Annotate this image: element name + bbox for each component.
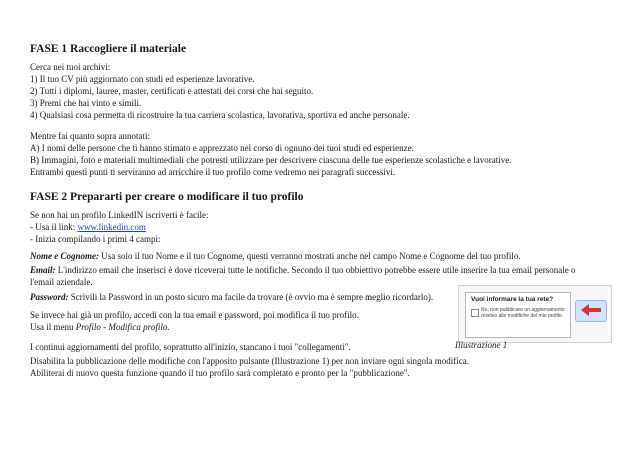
fase2-step2: - Inizia compilando i primi 4 campi:: [30, 234, 161, 244]
name-label: Nome e Cognome:: [30, 251, 99, 261]
password-label: Password:: [30, 292, 69, 302]
name-text: Usa solo il tuo Nome e il tuo Cognome, questi verranno mostrati anche nel campo Nome e Cognome del tuo profilo.: [99, 251, 521, 261]
fase1-after-note: Entrambi questi punti ti serviranno ad arricchire il tuo profilo come vedremo nei paragrafi successivi.: [30, 167, 396, 177]
fase2-menu-line: [30, 321, 170, 333]
fase1-item-2: 2) Tutti i diplomi, lauree, master, certificati e attestati dei corsi che hai seguito.: [30, 86, 314, 96]
section-title-fase1: FASE 1 Raccogliere il materiale: [30, 43, 187, 55]
fase2-disable-line: Disabilita la pubblicazione delle modifiche con l'apposito pulsante (Illustrazione 1) per non inviare ogni singola modifica.: [30, 356, 469, 366]
publish-dialog-text: No, non pubblicare un aggiornamento relativo alle modifiche del mio profilo.: [481, 307, 565, 319]
fase2-email-line: [30, 264, 575, 276]
fase1-item-4: 4) Qualsiasi cosa permetta di ricostruire la tua carriera scolastica, lavorativa, sportiva ed anche personale.: [30, 110, 410, 120]
menu-path: Profilo - Modifica profilo.: [75, 322, 170, 332]
fase1-after-intro: Mentre fai quanto sopra annotati:: [30, 131, 150, 141]
section-title-fase2: FASE 2 Prepararti per creare o modificare il tuo profilo: [30, 191, 304, 203]
fase2-profile-line: Se invece hai già un profilo, accedi con la tua email e password, poi modifica il tuo profilo.: [30, 310, 359, 320]
fase2-email-line-2: l'email aziendale.: [30, 277, 93, 287]
fase1-after-item-a: A) I nomi delle persone che ti hanno stimato e apprezzato nel corso di ognuno dei tuoi studi ed esperienze.: [30, 143, 414, 153]
fase2-link-line: [30, 221, 146, 233]
publish-dialog: [465, 292, 571, 338]
fase2-enable-line: Abiliterai di nuovo questa funzione quando il tuo profilo sarà completato e pronto per la "pubblicazione".: [30, 368, 410, 378]
email-text: L'indirizzo email che inserisci è dove riceverai tutte le notifiche. Secondo il tuo obbiettivo potrebbe essere utile inserire la tua email personale o: [55, 265, 576, 275]
fase1-item-1: 1) Il tuo CV più aggiornato con studi ed esperienze lavorative.: [30, 74, 255, 84]
publish-dialog-title: Vuoi informare la tua rete?: [471, 296, 554, 303]
menu-prefix: Usa il menu: [30, 322, 76, 332]
fase1-item-3: 3) Premi che hai vinto e simili.: [30, 98, 142, 108]
fase2-password-line: [30, 291, 433, 303]
illustration-1: [458, 285, 612, 343]
illustration-caption: Illustrazione 1: [455, 340, 508, 350]
linkedin-link[interactable]: www.linkedin.com: [77, 222, 146, 232]
fase2-intro: Se non hai un profilo LinkedIN iscriverti è facile:: [30, 210, 209, 220]
fase1-intro: Cerca nei tuoi archivi:: [30, 62, 111, 72]
publish-checkbox[interactable]: [471, 309, 479, 317]
password-text: Scrivili la Password in un posto sicuro ma facile da trovare (è ovvio ma è sempre meglio ricordarlo).: [68, 292, 434, 302]
fase2-name-line: [30, 250, 521, 262]
fase2-updates-line: I continui aggiornamenti del profilo, soprattutto all'inizio, stancano i tuoi "collegamenti".: [30, 342, 351, 352]
email-label: Email:: [30, 265, 56, 275]
fase1-after-item-b: B) Immagini, foto e materiali multimediali che potresti utilizzare per descrivere ciascuna delle tue esperienze scolastiche e lavorative.: [30, 155, 512, 165]
red-arrow-icon: [575, 300, 605, 320]
fase2-link-prefix: - Usa il link:: [30, 222, 78, 232]
